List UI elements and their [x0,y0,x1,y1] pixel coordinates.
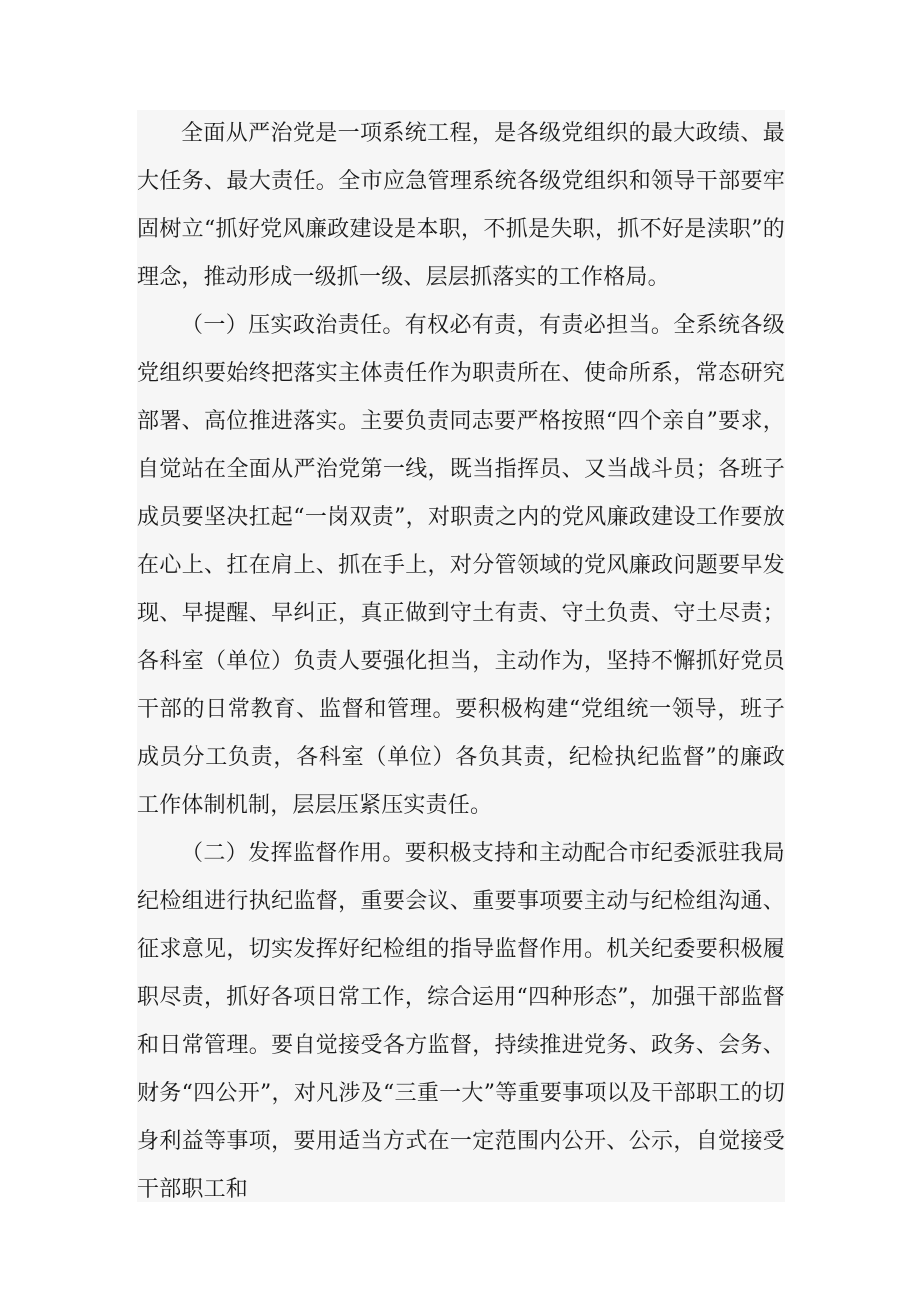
paragraph-intro: 全面从严治党是一项系统工程，是各级党组织的最大政绩、最大任务、最大责任。全市应急管理系统各级党组织和领导干部要牢固树立“抓好党风廉政建设是本职，不抓是失职，抓不好是渎职”的理念，推动形成一级抓一级、层层抓落实的工作格局。 [137,121,785,290]
paragraph-supervision-role: （二）发挥监督作用。要积极支持和主动配合市纪委派驻我局纪检组进行执纪监督，重要会议、重要事项要主动与纪检组沟通、征求意见，切实发挥好纪检组的指导监督作用。机关纪委要积极履职尽责，抓好各项日常工作，综合运用“四种形态”，加强干部监督和日常管理。要自觉接受各方监督，持续推进党务、政务、会务、财务“四公开”，对凡涉及“三重一大”等重要事项以及干部职工的切身利益等事项，要用适当方式在一定范围内公开、公示，自觉接受干部职工和 [137,841,785,1202]
paragraph-political-responsibility: （一）压实政治责任。有权必有责，有责必担当。全系统各级党组织要始终把落实主体责任作为职责所在、使命所系，常态研究部署、高位推进落实。主要负责同志要严格按照“四个亲自”要求，自觉站在全面从严治党第一线，既当指挥员、又当战斗员；各班子成员要坚决扛起“一岗双责”，对职责之内的党风廉政建设工作要放在心上、扛在肩上、抓在手上，对分管领域的党风廉政问题要早发现、早提醒、早纠正，真正做到守土有责、守土负责、守土尽责；各科室（单位）负责人要强化担当，主动作为，坚持不懈抓好党员干部的日常教育、监督和管理。要积极构建“党组统一领导，班子成员分工负责，各科室（单位）各负其责，纪检执纪监督”的廉政工作体制机制，层层压紧压实责任。 [137,313,785,818]
document-body [137,110,785,1202]
